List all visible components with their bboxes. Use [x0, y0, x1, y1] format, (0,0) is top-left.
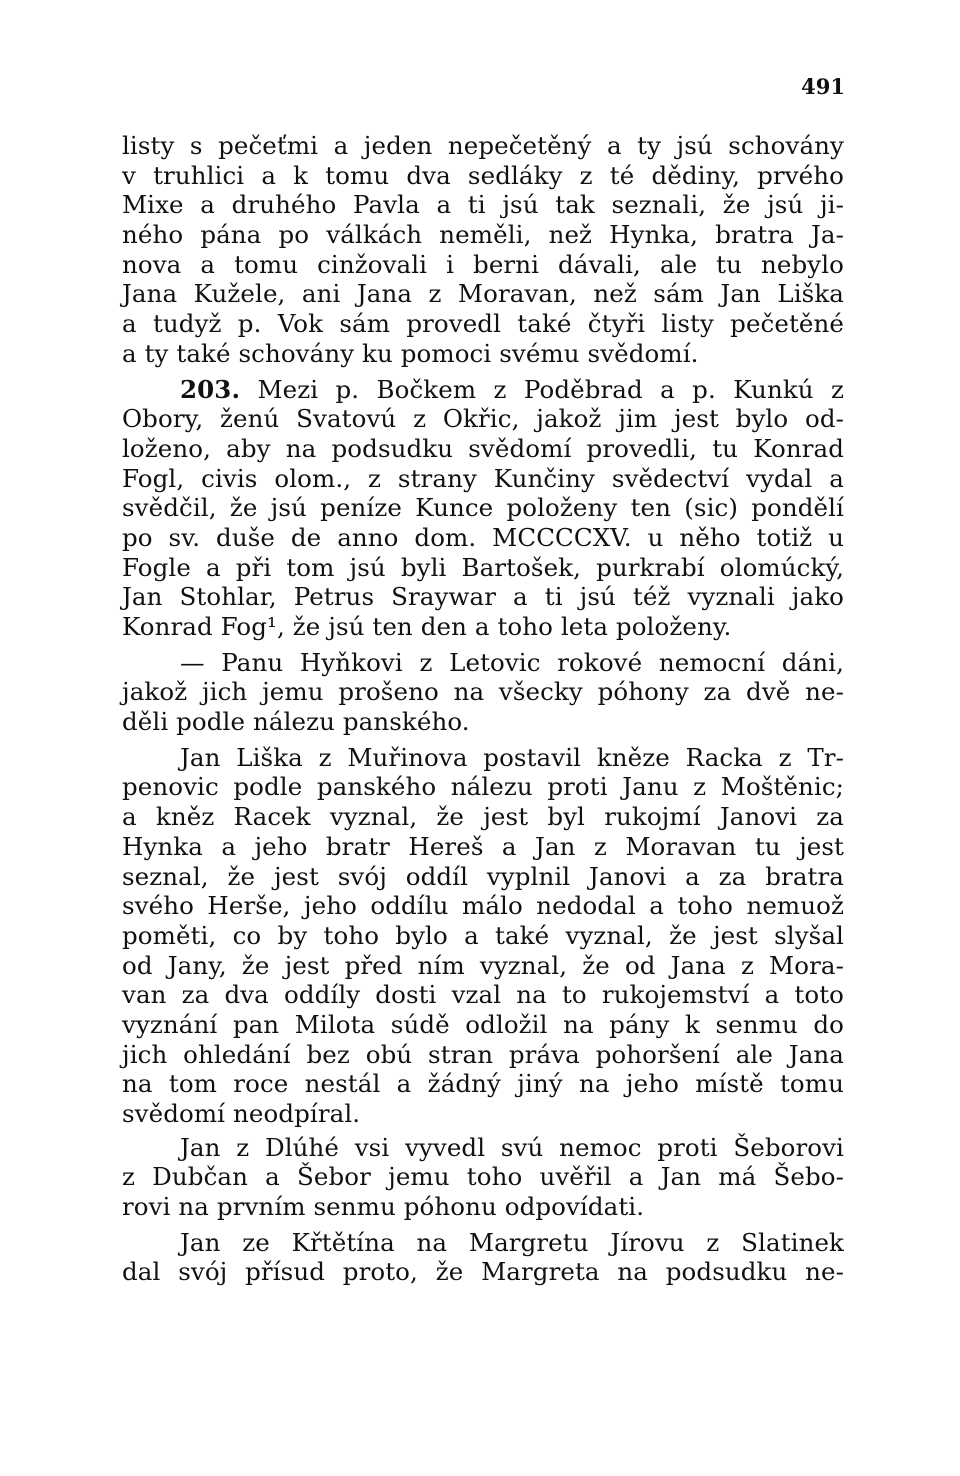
- text-line: nova a tomu cinžovali i berni dávali, ale tu nebylo: [122, 249, 844, 279]
- line-text: Mezi p. Bočkem z Poděbrad a p. Kunkú z: [257, 374, 844, 404]
- text-line: poměti, co by toho bylo a také vyznal, že jest slyšal: [122, 920, 844, 950]
- text-line: jakož jich jemu prošeno na všecky póhony za dvě ne-: [122, 677, 844, 707]
- text-line: Jan Liška z Muřinova postavil kněze Racka z Tr-: [180, 742, 844, 772]
- text-line: na tom roce nestál a žádný jiný na jeho místě tomu: [122, 1069, 844, 1099]
- text-line: — Panu Hyňkovi z Letovic rokové nemocní dáni,: [180, 647, 844, 677]
- paragraph-krtetin: [122, 1228, 844, 1287]
- text-line: Konrad Fog¹, že jsú ten den a toho leta položeny.: [122, 612, 732, 641]
- text-line: Jan Stohlar, Petrus Sraywar a ti jsú též vyznali jako: [122, 582, 844, 612]
- text-line: v truhlici a k tomu dva sedláky z té dědiny, prvého: [122, 160, 844, 190]
- text-line: a ty také schovány ku pomoci svému svědomí.: [122, 338, 699, 368]
- text-line: Hynka a jeho bratr Hereš a Jan z Moravan tu jest: [122, 831, 844, 861]
- text-line: [122, 375, 844, 405]
- text-line: Fogle a při tom jsú byli Bartošek, purkrabí olomúcký,: [122, 552, 844, 582]
- text-line: vyznání pan Milota súdě odložil na pány k senmu do: [122, 1009, 844, 1039]
- text-line: Jana Kužele, ani Jana z Moravan, než sám Jan Liška: [122, 279, 844, 309]
- paragraph-continuation: [122, 131, 844, 369]
- text-line: a kněz Racek vyznal, že jest byl rukojmí Janovi za: [122, 802, 844, 832]
- page-number: 491: [801, 74, 845, 99]
- text-line: a tudyž p. Vok sám provedl také čtyři listy pečetěné: [122, 309, 844, 339]
- text-line: seznal, že jest svój oddíl vyplnil Janovi a za bratra: [122, 861, 844, 891]
- text-line: Jan ze Křtětína na Margretu Jírovu z Slatinek: [180, 1227, 844, 1257]
- paragraph-dluhe-ves: [122, 1133, 844, 1222]
- text-line: ného pána po válkách neměli, než Hynka, bratra Ja-: [122, 220, 844, 250]
- paragraph-entry-203: [122, 375, 844, 642]
- text-line: listy s pečeťmi a jeden nepečetěný a ty jsú schovány: [122, 131, 844, 160]
- text-line: Jan z Dlúhé vsi vyvedl svú nemoc proti Šeborovi: [180, 1132, 844, 1162]
- text-line: dal svój přísud proto, že Margreta na podsudku ne-: [122, 1257, 844, 1287]
- text-line: van za dva oddíly dosti vzal na to rukojemství a toto: [122, 980, 844, 1010]
- entry-number: 203.: [180, 374, 241, 404]
- text-line: po sv. duše de anno dom. MCCCCXV. u něho totiž u: [122, 522, 844, 552]
- text-line: z Dubčan a Šebor jemu toho uvěřil a Jan má Šebo-: [122, 1162, 844, 1192]
- text-line: svého Herše, jeho oddílu málo nedodal a toho nemuož: [122, 891, 844, 921]
- text-line: Obory, ženú Svatovú z Okřic, jakož jim jest bylo od-: [122, 404, 844, 434]
- paragraph-liska: [122, 743, 844, 1129]
- text-line: Mixe a druhého Pavla a ti jsú tak seznali, že jsú ji-: [122, 190, 844, 220]
- text-line: penovic podle panského nálezu proti Janu z Moštěnic;: [122, 772, 844, 802]
- text-line: Fogl, civis olom., z strany Kunčiny svědectví vydal a: [122, 463, 844, 493]
- text-line: děli podle nálezu panského.: [122, 707, 470, 737]
- text-line: od Jany, že jest před ním vyznal, že od Jana z Mora-: [122, 950, 844, 980]
- text-line: svědčil, že jsú peníze Kunce položeny ten (sic) pondělí: [122, 493, 844, 523]
- paragraph-hynek: [122, 648, 844, 737]
- text-block: [122, 131, 844, 1287]
- text-line: loženo, aby na podsudku svědomí provedli, tu Konrad: [122, 433, 844, 463]
- text-line: rovi na prvním senmu póhonu odpovídati.: [122, 1192, 645, 1222]
- text-line: svědomí neodpíral.: [122, 1099, 361, 1128]
- text-line: jich ohledání bez obú stran práva pohoršení ale Jana: [122, 1039, 844, 1069]
